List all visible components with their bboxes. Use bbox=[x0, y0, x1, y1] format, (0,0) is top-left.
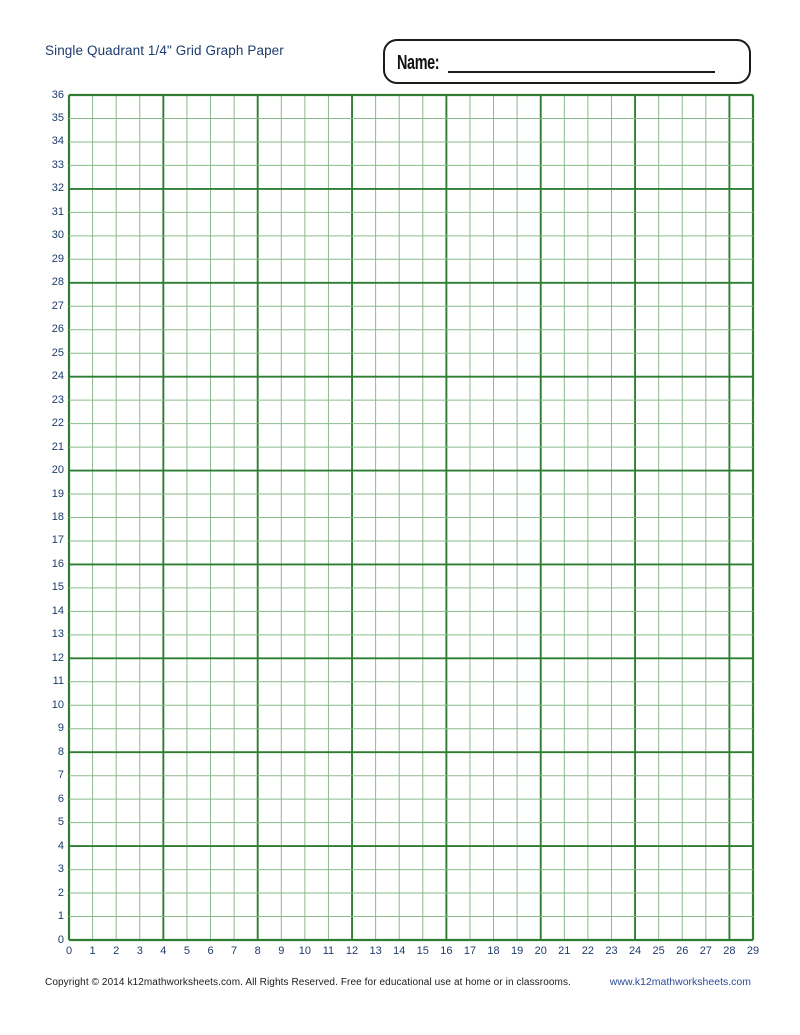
y-axis-label: 14 bbox=[51, 604, 64, 617]
y-axis-label: 19 bbox=[51, 487, 64, 500]
y-axis-label: 0 bbox=[57, 933, 64, 946]
y-axis-label: 5 bbox=[57, 816, 64, 829]
x-axis-label: 0 bbox=[65, 945, 73, 957]
x-axis-label: 25 bbox=[652, 945, 665, 957]
x-axis-label: 10 bbox=[298, 945, 311, 957]
y-axis-label: 9 bbox=[57, 722, 64, 735]
x-axis-labels bbox=[65, 945, 760, 959]
x-axis-label: 24 bbox=[628, 945, 642, 957]
y-axis-label: 24 bbox=[51, 370, 64, 383]
grid bbox=[69, 95, 753, 940]
x-axis-label: 6 bbox=[207, 945, 214, 957]
y-axis-label: 3 bbox=[57, 863, 64, 876]
y-axis-label: 18 bbox=[51, 511, 64, 523]
y-axis-label: 10 bbox=[51, 698, 64, 711]
y-axis-label: 28 bbox=[51, 276, 64, 289]
y-axis-label: 27 bbox=[51, 299, 64, 312]
y-axis-label: 31 bbox=[51, 205, 64, 218]
y-axis-label: 17 bbox=[51, 534, 64, 547]
x-axis-label: 26 bbox=[676, 945, 689, 957]
x-axis-label: 28 bbox=[723, 945, 736, 957]
y-axis-label: 12 bbox=[51, 651, 64, 664]
y-axis-label: 33 bbox=[51, 158, 64, 171]
copyright-text: Copyright © 2014 k12mathworksheets.com. All Rights Reserved. Free for educational use at home or in classrooms. bbox=[45, 977, 571, 988]
y-axis-label: 7 bbox=[57, 769, 64, 782]
x-axis-label: 20 bbox=[534, 945, 547, 957]
x-axis-label: 21 bbox=[558, 945, 571, 957]
x-axis-label: 29 bbox=[746, 945, 760, 957]
x-axis-label: 8 bbox=[254, 945, 261, 957]
y-axis-label: 16 bbox=[51, 557, 64, 570]
x-axis-label: 19 bbox=[511, 945, 524, 957]
y-axis-label: 23 bbox=[51, 393, 64, 406]
x-axis-label: 5 bbox=[183, 945, 190, 957]
y-axis-label: 2 bbox=[57, 886, 64, 899]
y-axis-label: 34 bbox=[51, 135, 64, 148]
x-axis-label: 12 bbox=[345, 945, 359, 957]
x-axis-label: 17 bbox=[463, 945, 477, 957]
y-axis-label: 15 bbox=[51, 581, 64, 594]
x-axis-label: 7 bbox=[231, 945, 238, 957]
name-label: Name: bbox=[397, 52, 440, 74]
y-axis-label: 22 bbox=[51, 417, 64, 430]
x-axis-label: 1 bbox=[89, 945, 96, 957]
y-axis-labels bbox=[0, 88, 64, 946]
x-axis-label: 22 bbox=[581, 945, 595, 957]
page-title: Single Quadrant 1/4" Grid Graph Paper bbox=[45, 43, 284, 58]
y-axis-label: 13 bbox=[51, 628, 64, 641]
x-axis-label: 2 bbox=[113, 945, 120, 957]
website-link[interactable]: www.k12mathworksheets.com bbox=[609, 976, 751, 988]
x-axis-label: 15 bbox=[416, 945, 429, 957]
y-axis-label: 6 bbox=[57, 792, 64, 805]
y-axis-label: 21 bbox=[51, 440, 64, 453]
x-axis-label: 13 bbox=[369, 945, 382, 957]
x-axis-label: 16 bbox=[440, 945, 453, 957]
x-axis-label: 14 bbox=[393, 945, 406, 957]
y-axis-label: 26 bbox=[51, 323, 64, 336]
y-axis-label: 8 bbox=[57, 745, 64, 758]
x-axis-label: 23 bbox=[605, 945, 618, 957]
name-input-line[interactable] bbox=[448, 71, 715, 73]
x-axis-label: 27 bbox=[699, 945, 712, 957]
x-axis-label: 18 bbox=[487, 945, 500, 957]
y-axis-label: 35 bbox=[51, 111, 64, 124]
y-axis-label: 25 bbox=[51, 346, 64, 359]
x-axis-label: 9 bbox=[278, 945, 285, 957]
y-axis-label: 36 bbox=[51, 88, 64, 101]
name-box bbox=[383, 39, 751, 84]
x-axis-label: 4 bbox=[160, 945, 167, 957]
y-axis-label: 32 bbox=[51, 182, 64, 195]
x-axis-label: 11 bbox=[322, 945, 335, 957]
y-axis-label: 20 bbox=[51, 464, 64, 477]
x-axis-label: 3 bbox=[136, 945, 143, 957]
y-axis-label: 30 bbox=[51, 229, 64, 242]
y-axis-label: 29 bbox=[51, 252, 64, 265]
y-axis-label: 1 bbox=[57, 910, 64, 923]
y-axis-label: 11 bbox=[52, 675, 64, 688]
y-axis-label: 4 bbox=[57, 839, 64, 852]
